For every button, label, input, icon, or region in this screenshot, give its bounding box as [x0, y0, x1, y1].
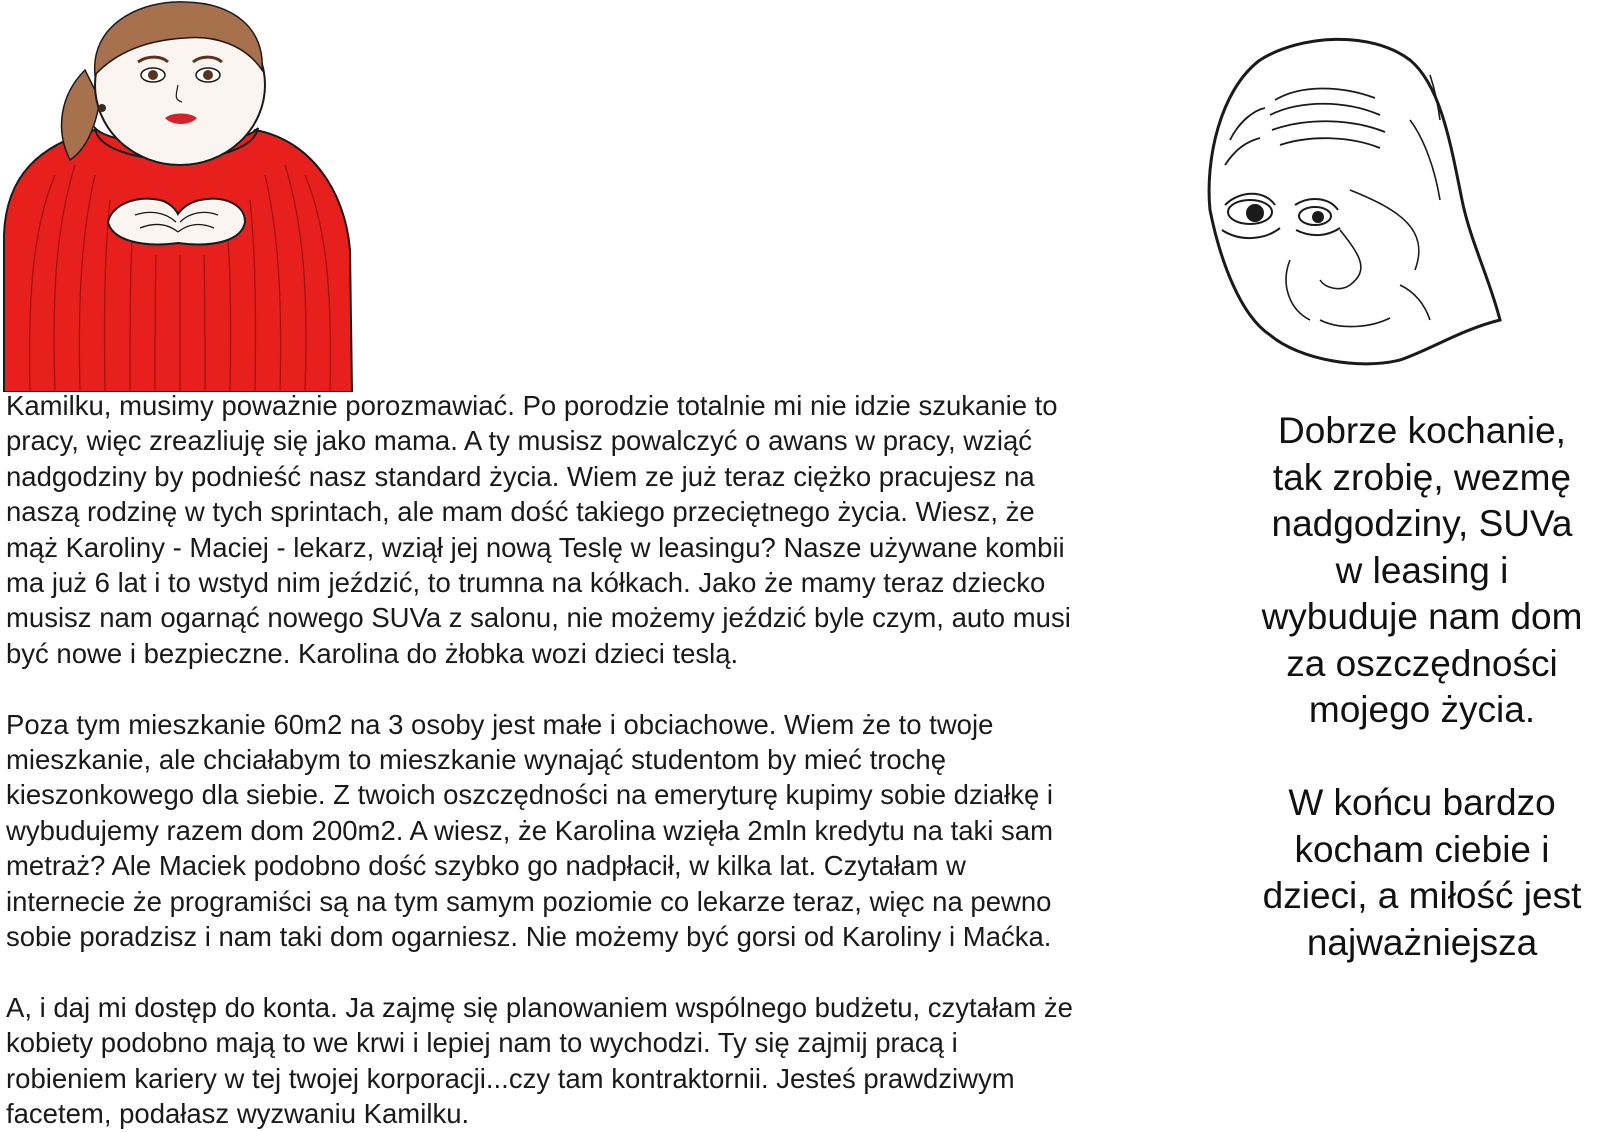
wife-speech-paragraph-1: Kamilku, musimy poważnie porozmawiać. Po porodzie totalnie mi nie idzie szukanie to pracy, więc zreazliuję się jako mama. A ty musisz powalczyć o awans w pracy, wziąć nadgodziny by podnieść nasz standard życia. Wiem ze już teraz ciężko pracujesz na naszą rodzinę w tych sprintach, ale mam dość takiego przeciętnego życia. Wiesz, że mąż Karoliny - Maciej - lekarz, wziął jej nową Teslę w leasingu? Nasze używane kombii ma już 6 lat i to wstyd nim jeździć, to trumna na kółkach. Jako że mamy teraz dziecko musisz nam ogarnąć nowego SUVa z salonu, nie możemy jeździć byle czym, auto musi być nowe i bezpieczne. Karolina do żłobka wozi dzieci teslą. — [6, 390, 1071, 669]
woman-in-red-sweater-illustration — [0, 0, 360, 392]
husband-reply-paragraph-1: Dobrze kochanie, tak zrobię, wezmę nadgodziny, SUVa w leasing i wybuduje nam dom za oszczędności mojego życia. — [1261, 410, 1583, 730]
wife-speech-paragraph-2: Poza tym mieszkanie 60m2 na 3 osoby jest małe i obciachowe. Wiem że to twoje mieszkanie, ale chciałabym to mieszkanie wynająć studentom by mieć trochę kieszonkowego dla siebie. Z twoich oszczędności na emeryturę kupimy sobie działkę i wybudujemy razem dom 200m2. A wiesz, że Karolina wzięła 2mln kredytu na taki sam metraż? Ale Maciek podobno dość szybko go nadpłacił, w kilka lat. Czytałam w internecie że programiści są na tym samym poziomie co lekarze teraz, więc na pewno sobie poradzisz i nam taki dom ogarniesz. Nie możemy być gorsi od Karoliny i Maćka. — [6, 708, 1054, 953]
old-wojak-face-illustration — [1200, 30, 1560, 375]
wife-speech-paragraph-3: A, i daj mi dostęp do konta. Ja zajmę się planowaniem wspólnego budżetu, czytałam że kobiety podobno mają to we krwi i lepiej nam to wychodzi. Ty się zajmij pracą i robieniem kariery w tej twojej korporacji...czy tam kontraktornii. Jesteś prawdziwym facetem, podałasz wyzwaniu Kamilku. — [6, 991, 1073, 1130]
wife-speech-text — [6, 388, 1196, 1132]
red-sweater — [4, 130, 352, 392]
earring — [98, 104, 106, 112]
husband-reply-text — [1232, 408, 1612, 966]
husband-reply-paragraph-2: W końcu bardzo kocham ciebie i dzieci, a miłość jest najważniejsza — [1262, 782, 1582, 963]
